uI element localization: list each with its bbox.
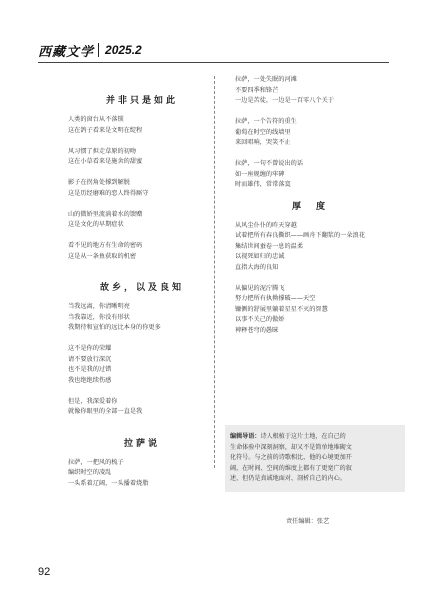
poem-line: 当我靠近，你没有形状 — [68, 313, 130, 321]
editor-note-line: 诗人根植于这片土地，在自己的 — [260, 433, 346, 440]
poem-line: 请不要放行深沉 — [68, 355, 112, 363]
poem-line: 看不见的地方有生命的密码 — [68, 242, 143, 249]
poem-line: 集结世间蚕卷一息的温柔 — [235, 242, 304, 250]
stanza-gap — [68, 199, 208, 210]
stanza-gap — [235, 273, 395, 284]
poem-line: 这在鸽子看来是文明在绽程 — [68, 126, 143, 134]
poem-line: 这是历经磨难的恋人终得厮守 — [68, 189, 149, 197]
stanza-gap — [68, 231, 208, 242]
journal-logo: 西藏文学 — [38, 44, 95, 60]
poem-line: 我也绝绝续伤感 — [68, 376, 112, 384]
editor-note-line: 生命体验中深刻洞察，却又不是简单地堆砌文 — [230, 443, 352, 451]
stanza-gap — [68, 168, 208, 179]
poem-line: 从风尘仆仆的昨天穿越 — [235, 221, 297, 229]
poem-title: 厚 度 — [291, 201, 328, 212]
poem-line: 风习惯了担走草原的初吻 — [68, 147, 137, 155]
poem-line: 影子在拐角处撑到解脱 — [68, 179, 130, 186]
poem-line: 我期待和宣怕的远比本身的你更多 — [68, 324, 161, 331]
poem-line: 这是从一条鱼获取的机密 — [68, 252, 137, 260]
editor-note-line: 述，但仍是真诚地面对、剖析自己的内心。 — [230, 475, 346, 482]
stanza-gap — [68, 136, 208, 147]
poem-line: 人类的窗台从不落锁 — [68, 116, 124, 123]
editor-note-line: 化符号。与之前的诗歌相比，他的心境更加开 — [230, 454, 352, 461]
poem-line: 这不是你的荣耀 — [68, 345, 112, 352]
poem-line: 这在小草看来是施舍的甜蜜 — [68, 158, 143, 165]
poem-line: 不要四季和锋芒 — [235, 86, 279, 94]
poem-line: 山的微娇里流淌着水的馈赠 — [68, 210, 143, 218]
stanza-gap — [235, 149, 395, 160]
poem-line: 来回唱响，哭笑不止 — [235, 139, 291, 146]
poem-line: 这是文化的早期症状 — [68, 221, 124, 228]
poem-line: 如一座规缠的牢碑 — [235, 170, 285, 178]
poem-line: 以事不关己的傲娇 — [235, 316, 285, 323]
poem-line: 试着把所有春良撕织——画舟下翻浆的一朵浪花 — [235, 232, 365, 239]
poem-line: 拉萨，一句不曾说出的话 — [235, 160, 304, 167]
poem-line: 但是，我深爱着你 — [68, 397, 118, 405]
poem-title: 故乡，以及良知 — [99, 283, 184, 293]
poem-line: 拉萨，一个告符的重生 — [235, 118, 297, 125]
poem-line: 拉萨，一把风的梳子 — [68, 458, 124, 466]
editor-note-label: 编辑导语： — [230, 433, 261, 440]
poem-line: 一头系着辽阔，一头播着烧脂 — [68, 479, 149, 487]
poem-line: 裨释苍穹的愚昧 — [235, 326, 279, 334]
stanza-gap — [68, 334, 208, 345]
poem-line: 时而雄伟，常常落寞 — [235, 181, 291, 188]
poem-line: 也不是我的过错 — [68, 366, 112, 373]
poem-line: 直指大海的良知 — [235, 263, 279, 271]
right-column — [235, 75, 395, 336]
poem-title: 并非只是如此 — [105, 96, 178, 106]
stanza-gap — [235, 107, 395, 118]
poem-line: 镰侧的舒展里躺着星星不灭的智慧 — [235, 305, 328, 313]
issue-number: 2025.2 — [105, 43, 142, 57]
poem-line: 一边是苦徒，一边是一百零八个关于 — [235, 97, 334, 104]
header-rule — [38, 62, 389, 63]
editor-note-line: 阔，在时间、空间的维度上都有了更宽广的叙 — [230, 464, 352, 472]
stanza-gap — [68, 386, 208, 397]
header-separator — [98, 43, 99, 57]
column-divider — [214, 76, 215, 468]
poem-line: 从偏见的泥泞腾飞 — [235, 284, 285, 292]
poem-line: 努力把所有执拗撑破——天空 — [235, 295, 316, 302]
editor-note — [225, 425, 405, 492]
journal-header — [38, 40, 142, 60]
poem-line: 就像你眼里的全部一直是我 — [68, 408, 143, 415]
poem-line: 以视死如归的忠诚 — [235, 253, 285, 260]
page-number: 92 — [38, 566, 51, 578]
poem-line: 葡萄在时空的线墙里 — [235, 128, 291, 136]
poem-line: 当我远离，你清晰明亮 — [68, 303, 130, 310]
responsible-editor: 责任编辑：张艺 — [286, 518, 330, 525]
poem-line: 拉萨，一处失眠的河滩 — [235, 76, 297, 83]
poem-line: 编织时空的凌乱 — [68, 469, 112, 476]
left-column — [68, 75, 208, 489]
poem-title: 拉萨说 — [123, 438, 160, 449]
